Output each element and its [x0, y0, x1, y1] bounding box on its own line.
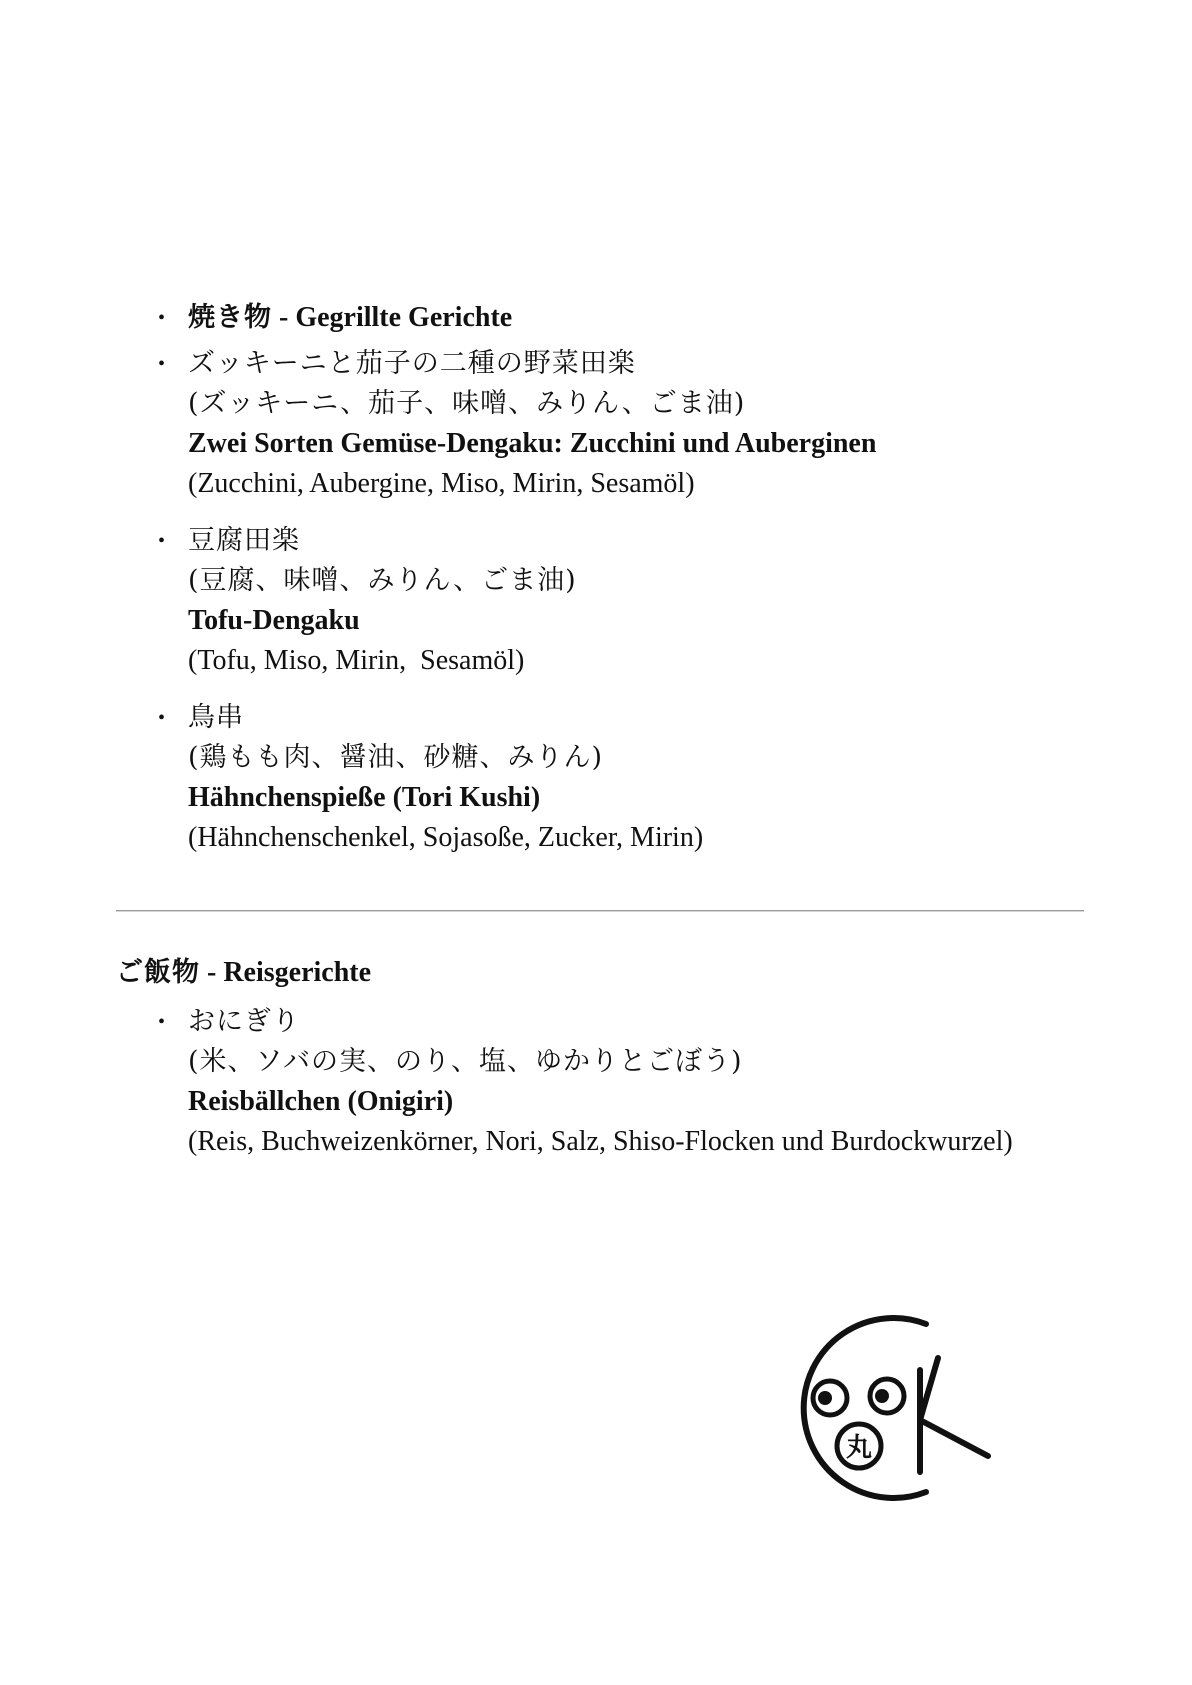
section-divider: [116, 910, 1084, 912]
list-item: [158, 698, 876, 858]
grill-heading-item: [158, 298, 876, 338]
grill-list: [158, 298, 876, 858]
item-ingredients-de: (Reis, Buchweizenkörner, Nori, Salz, Shiso-Flocken und Burdockwurzel): [188, 1126, 1013, 1157]
logo-graphic: [788, 1308, 998, 1508]
item-ingredients-jp: (鶏もも肉、醤油、砂糖、みりん): [188, 742, 604, 773]
rice-list: [158, 1002, 1013, 1162]
item-name-de: Reisbällchen (Onigiri): [188, 1086, 454, 1117]
bullet-icon: •: [158, 707, 166, 729]
logo-seal-text: 丸: [845, 1433, 873, 1463]
item-ingredients-de: (Hähnchenschenkel, Sojasoße, Zucker, Mirin): [188, 822, 704, 853]
grill-heading-jp: 焼き物: [188, 302, 272, 333]
bullet-icon: •: [158, 530, 166, 552]
item-name-jp: 豆腐田楽: [188, 525, 300, 556]
item-ingredients-jp: (ズッキーニ、茄子、味噌、みりん、ごま油): [188, 388, 746, 419]
item-name-jp: おにぎり: [188, 1006, 300, 1037]
item-ingredients-jp: (米、ソバの実、のり、塩、ゆかりとごぼう): [188, 1046, 743, 1077]
rice-heading-de: - Reisgerichte: [200, 957, 372, 988]
cook-maru-logo-icon: [788, 1308, 998, 1508]
item-name-jp: ズッキーニと茄子の二種の野菜田楽: [188, 348, 636, 379]
item-ingredients-de: (Tofu, Miso, Mirin, Sesamöl): [188, 645, 525, 676]
item-name-jp: 鳥串: [188, 702, 244, 733]
list-item: [158, 344, 876, 504]
list-item: [158, 1002, 1013, 1162]
bullet-icon: •: [158, 307, 166, 329]
rice-heading: [116, 952, 371, 993]
item-name-de: Tofu-Dengaku: [188, 605, 360, 636]
item-name-de: Hähnchenspieße (Tori Kushi): [188, 782, 541, 813]
bullet-icon: •: [158, 1011, 166, 1033]
grill-heading-de: - Gegrillte Gerichte: [272, 302, 513, 333]
item-name-de: Zwei Sorten Gemüse-Dengaku: Zucchini und Auberginen: [188, 428, 877, 459]
bullet-icon: •: [158, 353, 166, 375]
list-item: [158, 521, 876, 681]
rice-heading-jp: ご飯物: [116, 957, 200, 988]
item-ingredients-de: (Zucchini, Aubergine, Miso, Mirin, Sesamöl): [188, 468, 695, 499]
item-ingredients-jp: (豆腐、味噌、みりん、ごま油): [188, 565, 577, 596]
